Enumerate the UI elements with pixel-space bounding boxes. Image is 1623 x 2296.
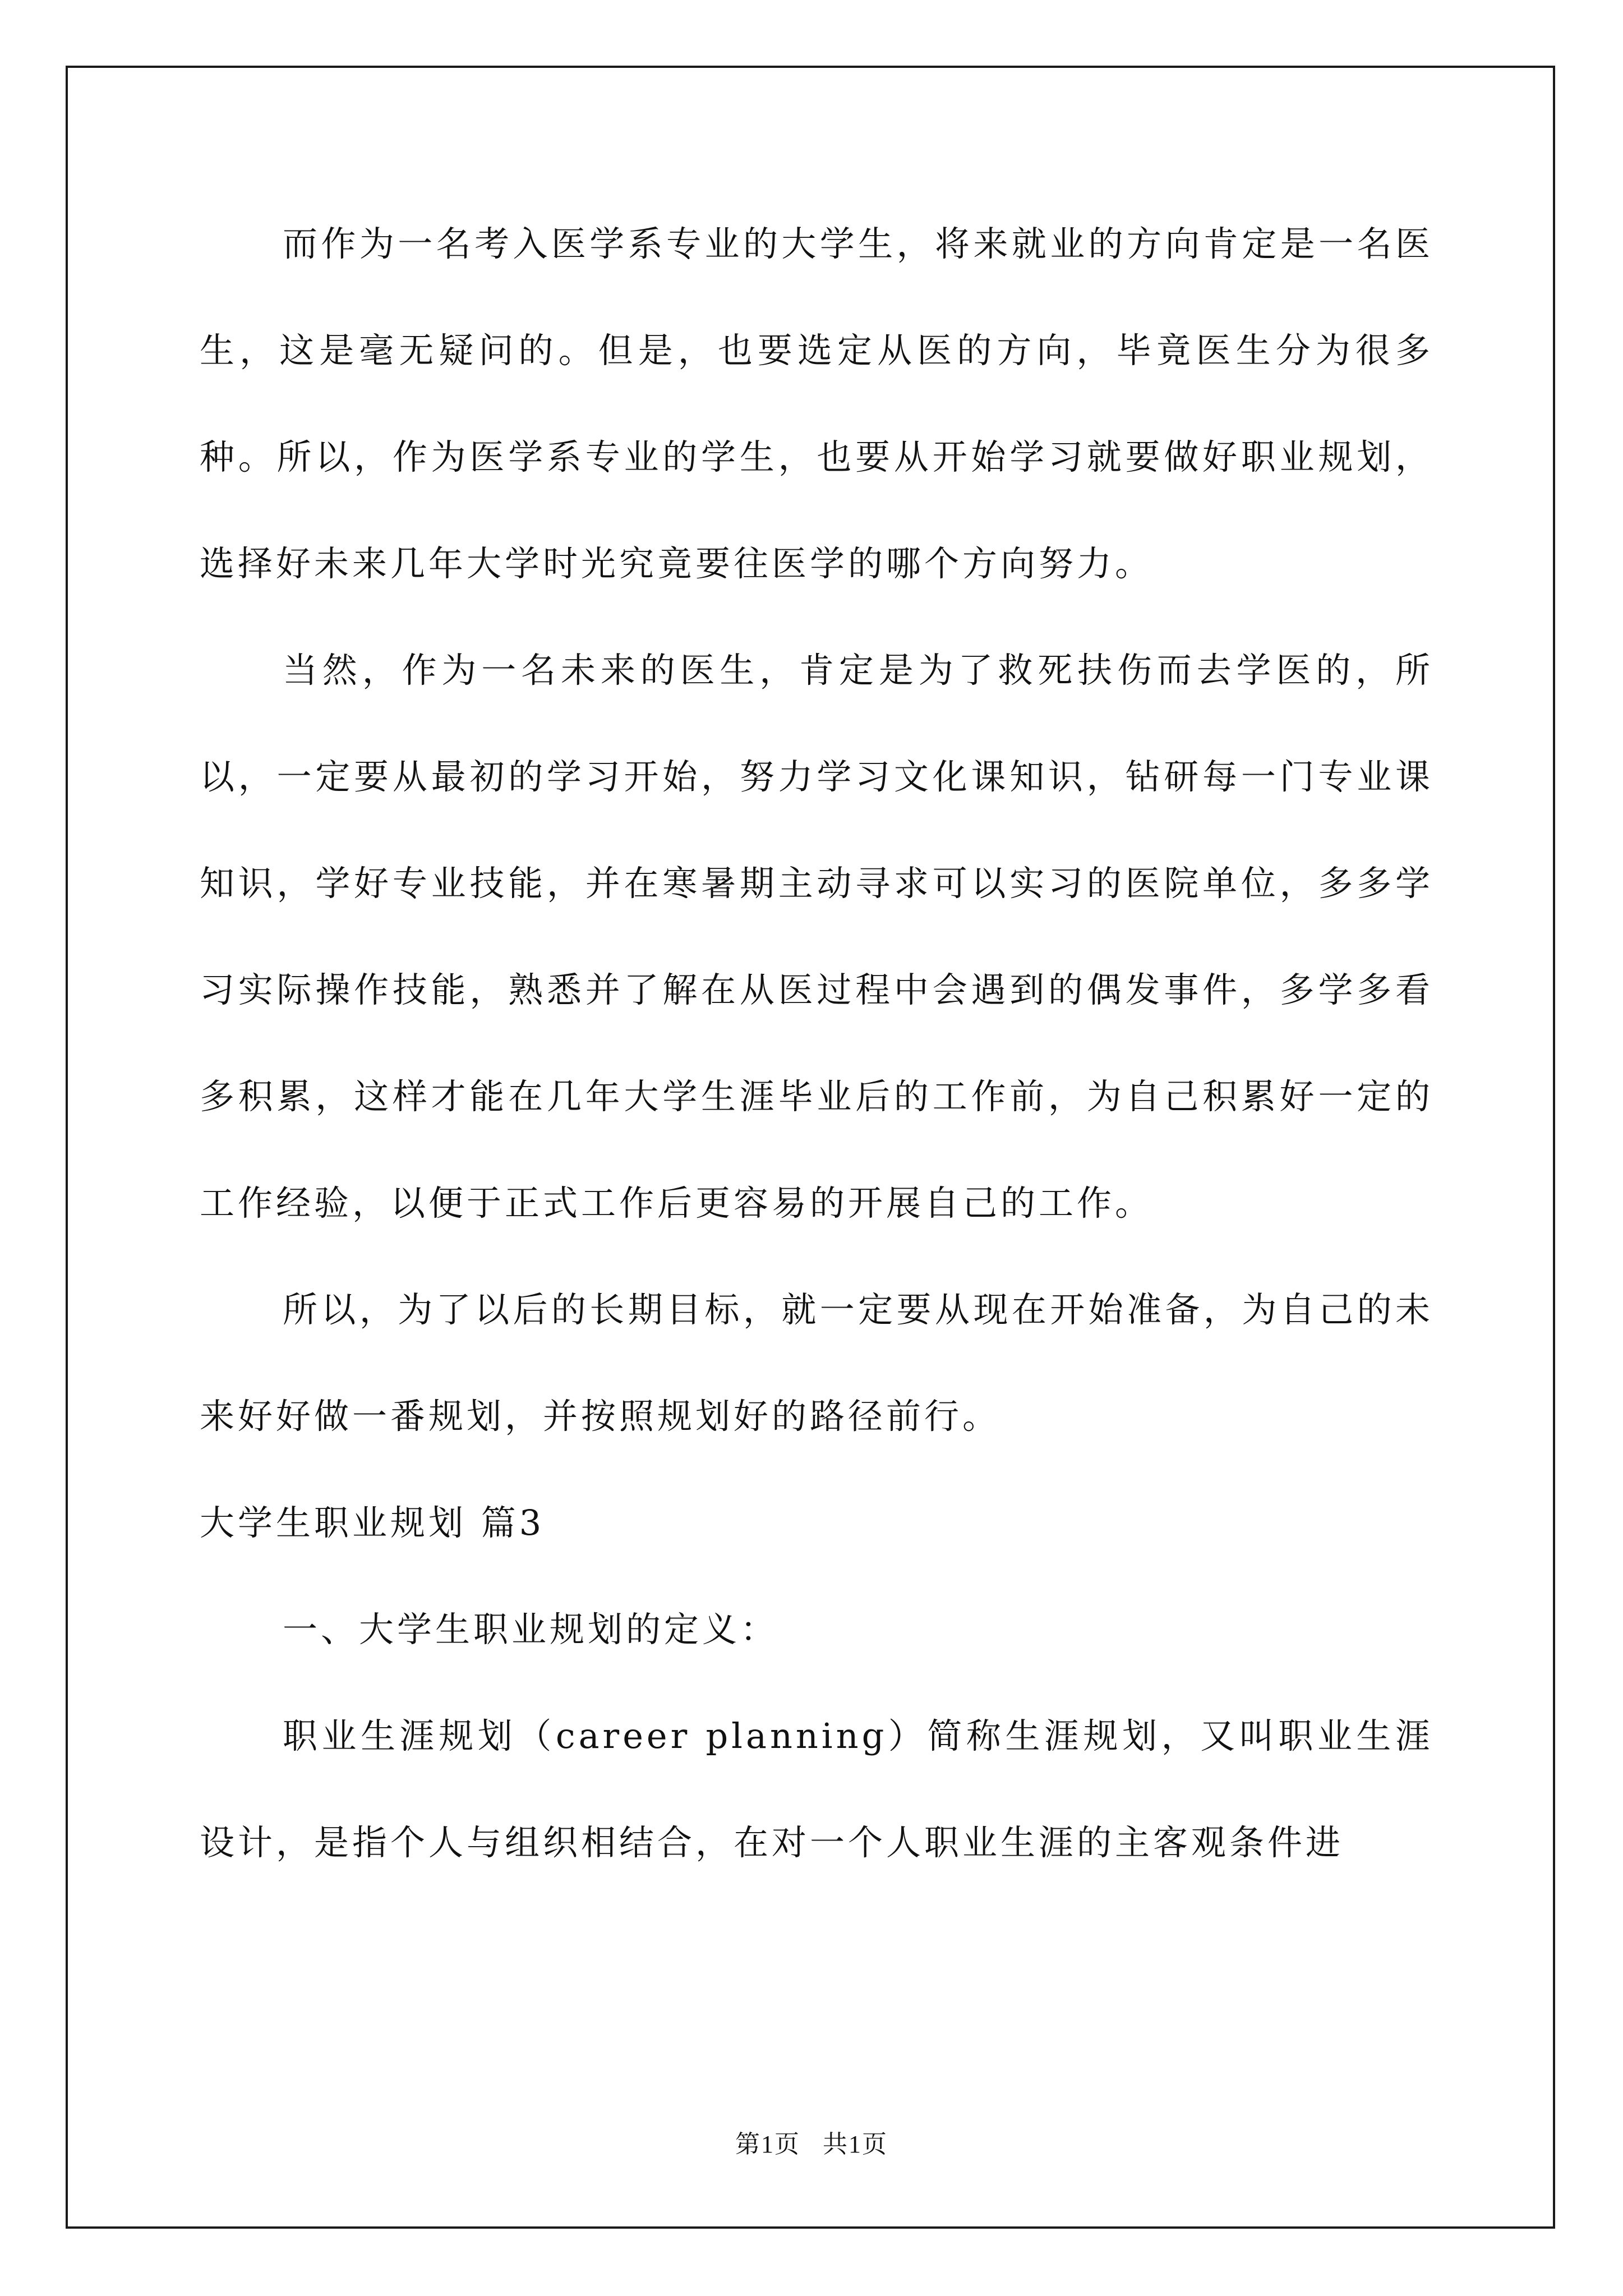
page-number: 第1页 (735, 2131, 800, 2158)
document-body (200, 191, 1433, 1896)
subheading: 一、大学生职业规划的定义： (283, 1609, 779, 1650)
page-total: 共1页 (823, 2131, 888, 2158)
paragraph-2: 当然，作为一名未来的医生，肯定是为了救死扶伤而去学医的，所以，一定要从最初的学习开始，努力学习文化课知识，钻研每一门专业课知识，学好专业技能，并在寒暑期主动寻求可以实习的医院单位，多多学习实际操作技能，熟悉并了解在从医过程中会遇到的偶发事件，多学多看多积累，这样才能在几年大学生涯毕业后的工作前，为自己积累好一定的工作经验，以便于正式工作后更容易的开展自己的工作。 (200, 650, 1433, 1223)
definition-paragraph: 职业生涯规划（career planning）简称生涯规划，又叫职业生涯设计，是指个人与组织相结合，在对一个人职业生涯的主客观条件进 (200, 1715, 1433, 1863)
section-heading: 大学生职业规划 篇3 (200, 1502, 545, 1543)
page-footer (0, 2124, 1623, 2160)
paragraph-1: 而作为一名考入医学系专业的大学生，将来就业的方向肯定是一名医生，这是毫无疑问的。但是，也要选定从医的方向，毕竟医生分为很多种。所以，作为医学系专业的学生，也要从开始学习就要做好职业规划，选择好未来几年大学时光究竟要往医学的哪个方向努力。 (200, 223, 1433, 584)
paragraph-3: 所以，为了以后的长期目标，就一定要从现在开始准备，为自己的未来好好做一番规划，并按照规划好的路径前行。 (200, 1289, 1433, 1437)
